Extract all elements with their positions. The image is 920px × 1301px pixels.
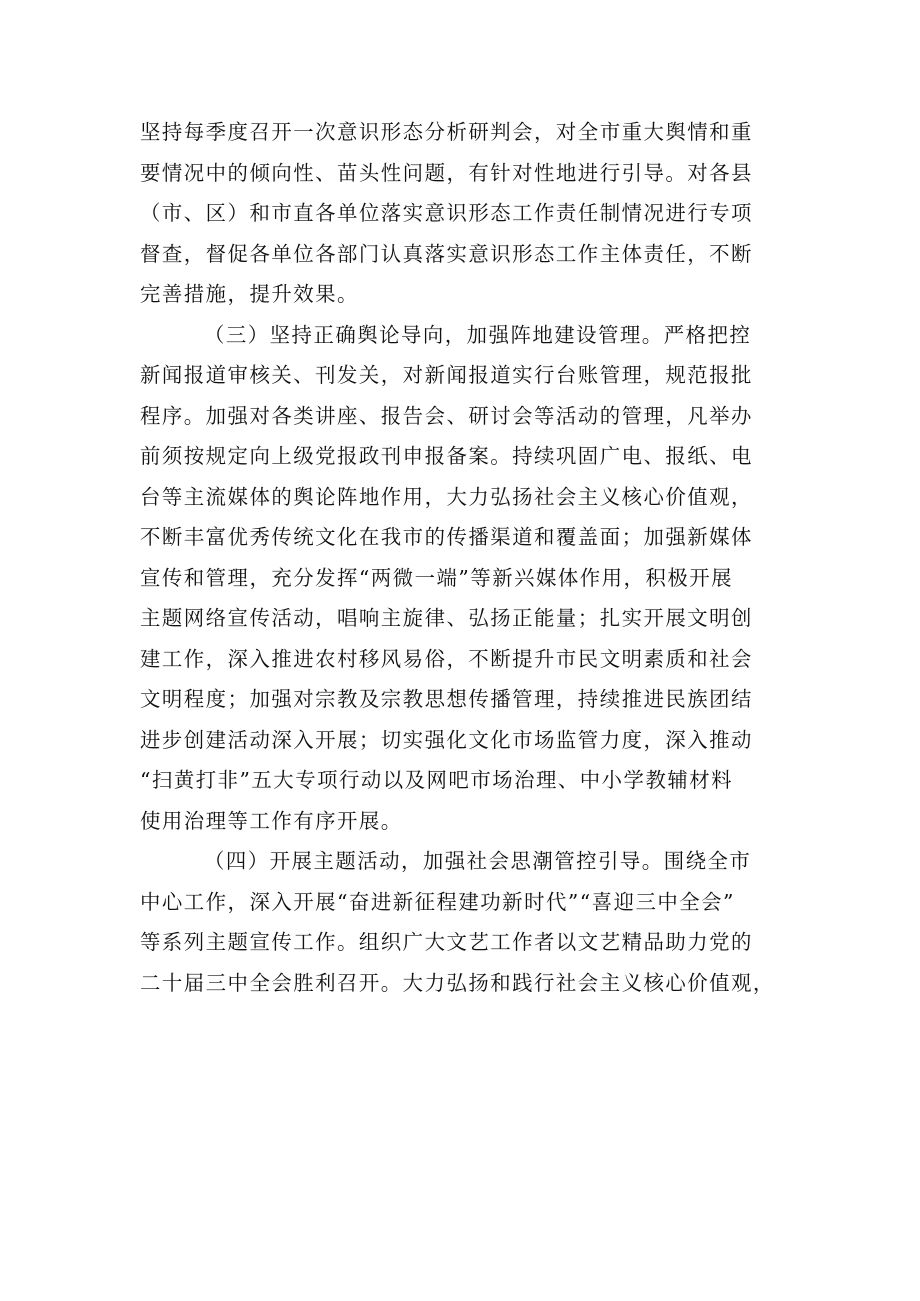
text-line: 宣传和管理，充分发挥“两微一端”等新兴媒体作用，积极开展 <box>140 565 734 590</box>
text-line: 督查，督促各单位各部门认真落实意识形态工作主体责任，不断 <box>140 241 753 266</box>
text-line: 要情况中的倾向性、苗头性问题，有针对性地进行引导。对各县 <box>140 160 753 185</box>
text-line: 前须按规定向上级党报政刊申报备案。持续巩固广电、报纸、电 <box>140 444 753 468</box>
section-heading-line: （三）坚持正确舆论导向，加强阵地建设管理。严格把控 <box>204 322 752 347</box>
text-line: 完善措施，提升效果。 <box>140 282 359 306</box>
text-line: 建工作，深入推进农村移风易俗，不断提升市民文明素质和社会 <box>140 646 753 671</box>
section-heading-line: （四）开展主题活动，加强社会思潮管控引导。围绕全市 <box>204 849 752 873</box>
text-line: 不断丰富优秀传统文化在我市的传播渠道和覆盖面；加强新媒体 <box>140 525 753 549</box>
text-line: （市、区）和市直各单位落实意识形态工作责任制情况进行专项 <box>140 201 753 225</box>
text-line: 程序。加强对各类讲座、报告会、研讨会等活动的管理，凡举办 <box>140 403 753 428</box>
text-line: 进步创建活动深入开展；切实强化文化市场监管力度，深入推动 <box>140 727 753 752</box>
text-line: 主题网络宣传活动，唱响主旋律、弘扬正能量；扎实开展文明创 <box>140 606 753 630</box>
text-line: 坚持每季度召开一次意识形态分析研判会，对全市重大舆情和重 <box>140 120 753 144</box>
text-line: 使用治理等工作有序开展。 <box>140 808 403 833</box>
text-line: “扫黄打非”五大专项行动以及网吧市场治理、中小学教辅材料 <box>140 768 734 792</box>
text-line: 台等主流媒体的舆论阵地作用，大力弘扬社会主义核心价值观， <box>140 484 753 509</box>
text-line: 等系列主题宣传工作。组织广大文艺工作者以文艺精品助力党的 <box>140 930 753 954</box>
text-line: 文明程度；加强对宗教及宗教思想传播管理，持续推进民族团结 <box>140 687 753 711</box>
text-line: 新闻报道审核关、刊发关，对新闻报道实行台账管理，规范报批 <box>140 363 753 387</box>
text-line: 二十届三中全会胜利召开。大力弘扬和践行社会主义核心价值观， <box>140 970 775 995</box>
text-line: 中心工作，深入开展“奋进新征程建功新时代”“喜迎三中全会” <box>140 889 735 914</box>
body-text <box>140 112 785 1003</box>
